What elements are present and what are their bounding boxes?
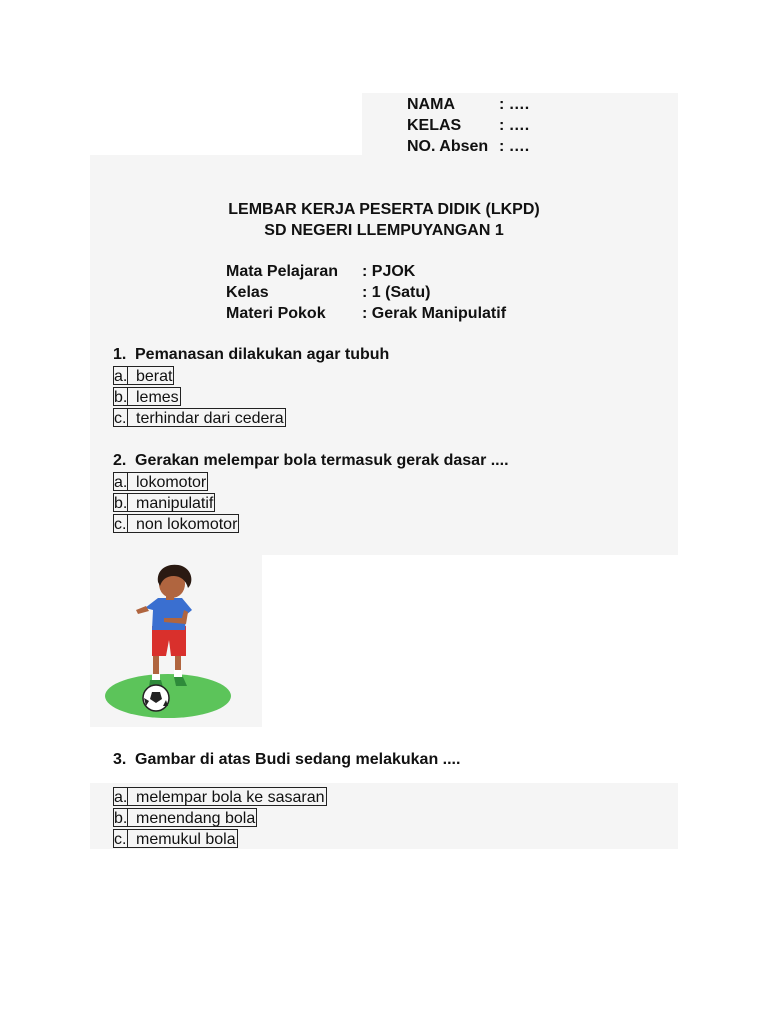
question-1	[113, 344, 389, 428]
option-letter: a.	[114, 474, 128, 491]
option-text: lokomotor	[127, 472, 208, 491]
name-label: NAMA	[407, 96, 455, 113]
option-letter: a.	[114, 789, 128, 806]
name-field	[407, 94, 529, 115]
option-text: lemes	[127, 387, 181, 406]
absen-value: : ….	[499, 138, 530, 155]
question-3-option-b[interactable]	[113, 807, 327, 828]
absen-field	[407, 136, 529, 157]
question-2-option-a[interactable]	[113, 471, 509, 492]
shorts	[152, 626, 186, 656]
boy-kicking-ball-illustration	[100, 560, 240, 724]
question-3-option-a[interactable]	[113, 786, 327, 807]
front-sock	[174, 670, 182, 677]
option-letter: b.	[114, 495, 128, 512]
absen-label: NO. Absen	[407, 138, 489, 155]
info-value-class: : 1 (Satu)	[362, 284, 431, 301]
question-2	[113, 450, 509, 534]
option-text: berat	[127, 366, 174, 385]
info-label-class: Kelas	[226, 284, 269, 301]
option-letter: b.	[114, 810, 128, 827]
info-value-topic: : Gerak Manipulatif	[362, 305, 507, 322]
option-letter: c.	[114, 410, 127, 427]
question-3-text	[113, 749, 460, 770]
info-row-class	[226, 282, 506, 303]
question-3	[113, 749, 460, 770]
option-text: melempar bola ke sasaran	[127, 787, 327, 806]
option-text: memukul bola	[127, 829, 238, 848]
info-row-topic	[226, 303, 506, 324]
option-letter: c.	[114, 516, 127, 533]
option-letter: b.	[114, 389, 128, 406]
question-1-prompt: Pemanasan dilakukan agar tubuh	[135, 346, 390, 363]
info-value-subject: : PJOK	[362, 263, 416, 280]
class-label: KELAS	[407, 117, 462, 134]
option-text: menendang bola	[127, 808, 257, 827]
question-2-option-b[interactable]	[113, 492, 509, 513]
subject-info	[226, 261, 506, 324]
question-3-option-c[interactable]	[113, 828, 327, 849]
question-1-option-c[interactable]	[113, 407, 389, 428]
class-value: : ….	[499, 117, 530, 134]
question-3-options	[113, 786, 327, 849]
question-1-number: 1.	[113, 346, 127, 363]
option-text: manipulatif	[127, 493, 215, 512]
question-1-option-b[interactable]	[113, 386, 389, 407]
question-2-text	[113, 450, 509, 471]
document-title	[214, 199, 554, 241]
title-line-1: LEMBAR KERJA PESERTA DIDIK (LKPD)	[228, 201, 540, 218]
question-2-option-c[interactable]	[113, 513, 509, 534]
option-letter: c.	[114, 831, 127, 848]
class-field	[407, 115, 529, 136]
identity-block	[407, 94, 529, 157]
question-3-number: 3.	[113, 751, 127, 768]
back-sock	[152, 674, 160, 680]
info-label-subject: Mata Pelajaran	[226, 263, 339, 280]
question-1-option-a[interactable]	[113, 365, 389, 386]
question-2-number: 2.	[113, 452, 127, 469]
name-value: : ….	[499, 96, 530, 113]
info-label-topic: Materi Pokok	[226, 305, 326, 322]
question-1-text	[113, 344, 389, 365]
title-line-2: SD NEGERI LLEMPUYANGAN 1	[264, 222, 504, 239]
question-2-prompt: Gerakan melempar bola termasuk gerak dasar ....	[135, 452, 509, 469]
question-3-prompt: Gambar di atas Budi sedang melakukan ....	[135, 751, 461, 768]
option-letter: a.	[114, 368, 128, 385]
option-text: non lokomotor	[127, 514, 239, 533]
info-row-subject	[226, 261, 506, 282]
option-text: terhindar dari cedera	[127, 408, 286, 427]
